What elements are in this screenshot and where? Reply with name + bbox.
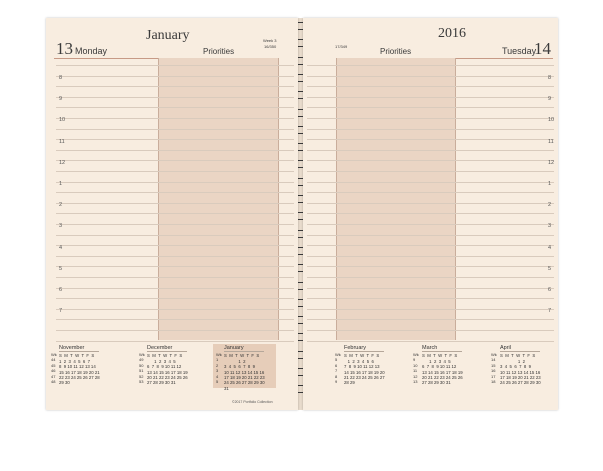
writing-line[interactable] xyxy=(56,235,294,236)
mini-calendar-january: January S M T W T F S 1 2 3 4 5 6 7 8 9 10 11 12 13 14 15 16 17 18 19 20 21 22 23 24 25 26 27 28 29 30 31 xyxy=(224,345,265,391)
month-title: January xyxy=(146,28,190,43)
left-week-numbers-jan: Wk 1 2 3 4 5 xyxy=(216,352,222,385)
writing-line[interactable] xyxy=(307,86,554,87)
writing-line[interactable] xyxy=(307,107,554,108)
hour-label: 6 xyxy=(59,287,63,293)
writing-line[interactable] xyxy=(307,76,554,77)
writing-line[interactable] xyxy=(307,224,554,225)
hour-label: 5 xyxy=(59,265,63,272)
hour-label: 10 xyxy=(59,117,66,124)
writing-line[interactable] xyxy=(56,150,294,151)
writing-line[interactable] xyxy=(307,256,554,257)
writing-line[interactable] xyxy=(56,309,294,310)
writing-line[interactable] xyxy=(56,319,294,320)
writing-line[interactable] xyxy=(307,65,554,66)
writing-line[interactable] xyxy=(307,235,554,236)
left-day-number: 13 xyxy=(56,39,73,58)
writing-line[interactable] xyxy=(307,97,554,98)
hour-label: 1 xyxy=(59,181,63,187)
copyright-footer: ©2017 Portfolio Collection xyxy=(232,400,273,404)
hour-label: 2 xyxy=(548,202,552,209)
writing-line[interactable] xyxy=(56,298,294,299)
hour-label: 12 xyxy=(548,159,555,166)
hour-label: 4 xyxy=(548,244,552,251)
mini-calendar-march: March S M T W T F S 1 2 3 4 5 6 7 8 9 10 11 12 13 14 15 16 17 18 19 20 21 22 23 24 25 26 27 28 29 30 31 xyxy=(422,345,463,386)
left-week-numbers-dec: Wk 49 50 51 52 53 xyxy=(139,352,145,385)
right-page xyxy=(303,18,558,410)
writing-line[interactable] xyxy=(307,118,554,119)
writing-line[interactable] xyxy=(56,139,294,140)
mini-calendar-april: April S M T W T F S 1 2 3 4 5 6 7 8 9 10 11 12 13 14 15 16 17 18 19 20 21 22 23 24 25 26 27 28 29 30 xyxy=(500,345,541,386)
writing-line[interactable] xyxy=(56,192,294,193)
hour-label: 7 xyxy=(548,308,552,315)
writing-line[interactable] xyxy=(307,245,554,246)
writing-line[interactable] xyxy=(56,97,294,98)
year-title: 2016 xyxy=(438,26,466,41)
hour-label: 9 xyxy=(59,96,63,103)
writing-line[interactable] xyxy=(307,309,554,310)
writing-line[interactable] xyxy=(56,341,294,342)
writing-line[interactable] xyxy=(307,129,554,130)
writing-line[interactable] xyxy=(56,277,294,278)
writing-line[interactable] xyxy=(307,171,554,172)
right-priorities-label: Priorities xyxy=(380,47,412,56)
right-day-name: Tuesday xyxy=(502,46,537,56)
writing-line[interactable] xyxy=(56,107,294,108)
writing-line[interactable] xyxy=(56,224,294,225)
writing-line[interactable] xyxy=(56,118,294,119)
hour-label: 4 xyxy=(59,244,63,251)
mini-calendar-november: November S M T W T F S 1 2 3 4 5 6 7 8 9 10 11 12 13 14 15 16 17 18 19 20 21 22 23 24 25 26 27 28 29 30 xyxy=(59,345,100,386)
right-week-numbers-feb: Wk 5 6 7 8 9 xyxy=(335,352,341,385)
writing-line[interactable] xyxy=(307,341,554,342)
writing-line[interactable] xyxy=(56,129,294,130)
writing-line[interactable] xyxy=(307,330,554,331)
writing-line[interactable] xyxy=(56,86,294,87)
right-header-rule xyxy=(455,58,553,59)
writing-line[interactable] xyxy=(56,203,294,204)
writing-line[interactable] xyxy=(307,203,554,204)
mini-calendar-february: February S M T W T F S 1 2 3 4 5 6 7 8 9 10 11 12 13 14 15 16 17 18 19 20 21 22 23 24 25 26 27 28 29 xyxy=(344,345,385,386)
hour-label: 6 xyxy=(548,287,552,293)
hour-label: 8 xyxy=(59,75,63,81)
hour-label: 3 xyxy=(548,223,552,230)
hour-label: 7 xyxy=(59,308,63,315)
writing-line[interactable] xyxy=(307,150,554,151)
hour-label: 11 xyxy=(548,138,554,145)
hour-label: 3 xyxy=(59,223,63,230)
writing-line[interactable] xyxy=(56,256,294,257)
writing-line[interactable] xyxy=(307,277,554,278)
writing-line[interactable] xyxy=(307,266,554,267)
left-priorities-label: Priorities xyxy=(203,47,235,56)
hour-label: 1 xyxy=(548,181,552,187)
right-day-number: 14 xyxy=(534,39,551,58)
left-day-name: Monday xyxy=(75,46,108,56)
writing-line[interactable] xyxy=(56,182,294,183)
hour-label: 2 xyxy=(59,202,63,209)
hour-label: 12 xyxy=(59,159,66,166)
writing-line[interactable] xyxy=(307,213,554,214)
left-day-of-year: 16/350 xyxy=(264,44,277,49)
writing-line[interactable] xyxy=(56,171,294,172)
writing-line[interactable] xyxy=(56,160,294,161)
writing-line[interactable] xyxy=(56,330,294,331)
writing-line[interactable] xyxy=(56,288,294,289)
writing-line[interactable] xyxy=(307,192,554,193)
writing-line[interactable] xyxy=(307,139,554,140)
writing-line[interactable] xyxy=(307,298,554,299)
right-week-numbers-mar: Wk 9 10 11 12 13 xyxy=(413,352,419,385)
writing-line[interactable] xyxy=(307,319,554,320)
writing-line[interactable] xyxy=(56,245,294,246)
mini-calendar-december: December S M T W T F S 1 2 3 4 5 6 7 8 9 10 11 12 13 14 15 16 17 18 19 20 21 22 23 24 25 26 27 28 29 30 31 xyxy=(147,345,188,386)
writing-line[interactable] xyxy=(307,288,554,289)
hour-label: 5 xyxy=(548,265,552,272)
writing-line[interactable] xyxy=(307,182,554,183)
left-header-rule xyxy=(54,58,158,59)
writing-line[interactable] xyxy=(307,160,554,161)
right-day-of-year: 17/349 xyxy=(335,44,348,49)
hour-label: 11 xyxy=(59,138,65,145)
week-label: Week 3 xyxy=(263,38,277,43)
writing-line[interactable] xyxy=(56,76,294,77)
writing-line[interactable] xyxy=(56,213,294,214)
writing-line[interactable] xyxy=(56,65,294,66)
hour-label: 8 xyxy=(548,75,552,81)
left-page xyxy=(46,18,298,410)
left-week-numbers-nov: Wk 44 45 46 47 48 xyxy=(51,352,57,385)
hour-label: 10 xyxy=(548,117,555,124)
right-week-numbers-apr: Wk 14 15 16 17 18 xyxy=(491,352,497,385)
writing-line[interactable] xyxy=(56,266,294,267)
hour-label: 9 xyxy=(548,96,552,103)
